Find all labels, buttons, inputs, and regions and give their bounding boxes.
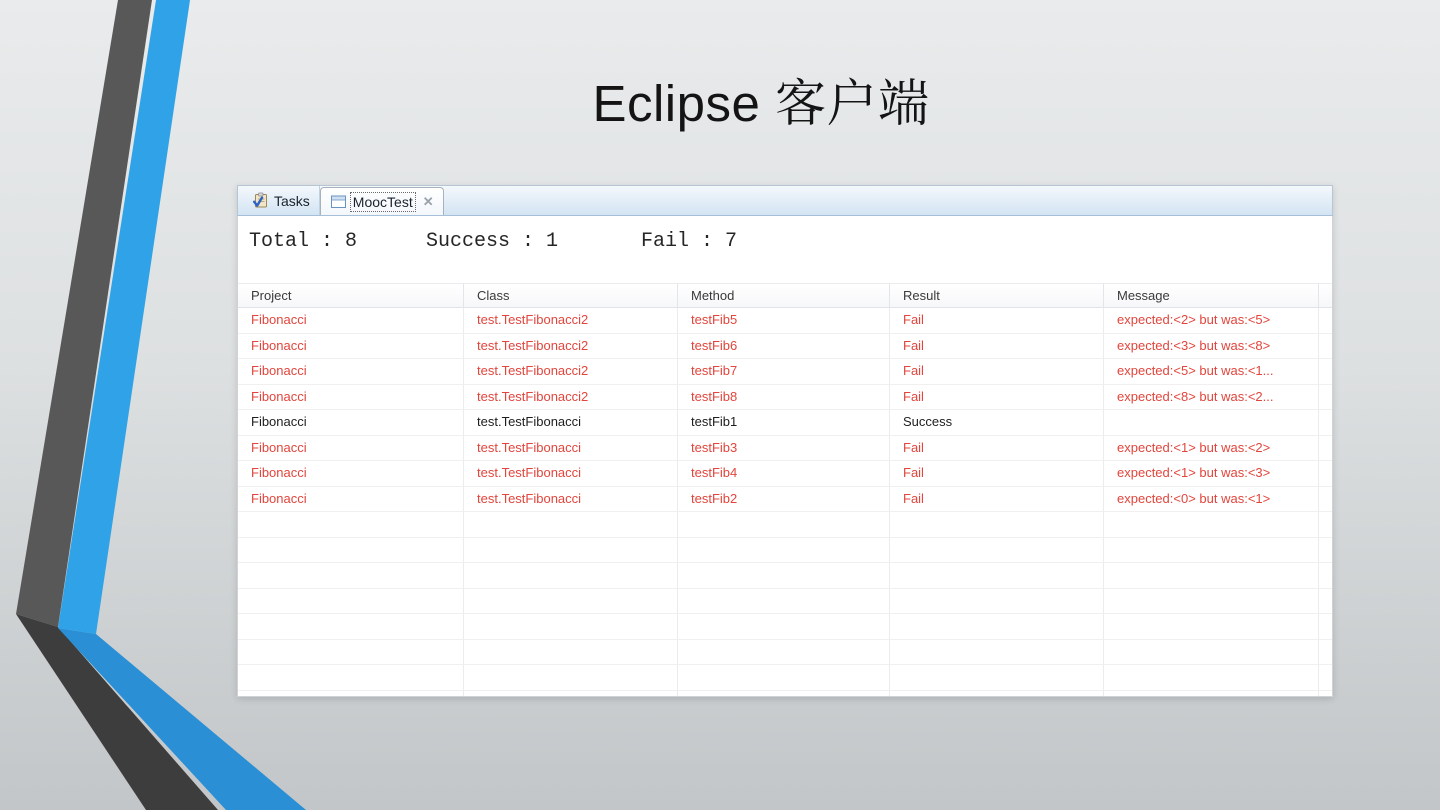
cell-empty (678, 512, 890, 537)
cell-empty (464, 563, 678, 588)
cell-class: test.TestFibonacci (464, 487, 678, 512)
cell-message: expected:<5> but was:<1... (1104, 359, 1319, 384)
cell-empty (464, 512, 678, 537)
table-row-empty (238, 589, 1332, 615)
cell-empty (890, 512, 1104, 537)
column-header-message[interactable]: Message (1104, 284, 1319, 308)
table-row-empty (238, 665, 1332, 691)
cell-empty (1104, 614, 1319, 639)
table-row[interactable] (238, 487, 1332, 513)
cell-method: testFib5 (678, 308, 890, 333)
cell-empty (238, 640, 464, 665)
cell-empty (678, 640, 890, 665)
cell-result: Fail (890, 359, 1104, 384)
cell-project: Fibonacci (238, 487, 464, 512)
cell-class: test.TestFibonacci (464, 461, 678, 486)
cell-empty (890, 589, 1104, 614)
cell-method: testFib7 (678, 359, 890, 384)
cell-message: expected:<1> but was:<3> (1104, 461, 1319, 486)
cell-result: Fail (890, 436, 1104, 461)
cell-empty (1319, 640, 1332, 665)
cell-empty (1104, 665, 1319, 690)
cell-empty (678, 538, 890, 563)
column-header-project[interactable]: Project (238, 284, 464, 308)
cell-class: test.TestFibonacci2 (464, 359, 678, 384)
cell-project: Fibonacci (238, 385, 464, 410)
column-header-method[interactable]: Method (678, 284, 890, 308)
cell-result: Fail (890, 308, 1104, 333)
close-icon[interactable]: ✕ (422, 194, 434, 209)
cell-empty (678, 665, 890, 690)
column-header-class[interactable]: Class (464, 284, 678, 308)
cell-empty (890, 691, 1104, 697)
table-row[interactable] (238, 410, 1332, 436)
cell-empty (1104, 640, 1319, 665)
tab-mooctest[interactable] (320, 187, 444, 215)
summary-success: Success : 1 (426, 230, 559, 253)
tasks-icon (252, 192, 269, 209)
table-row-empty (238, 691, 1332, 697)
cell-empty (464, 665, 678, 690)
cell-empty (890, 640, 1104, 665)
cell-empty (238, 512, 464, 537)
table-row-empty (238, 563, 1332, 589)
cell-empty (890, 563, 1104, 588)
table-row-empty (238, 640, 1332, 666)
cell-class: test.TestFibonacci (464, 410, 678, 435)
cell-empty (1319, 563, 1332, 588)
cell-result: Fail (890, 385, 1104, 410)
cell-message: expected:<0> but was:<1> (1104, 487, 1319, 512)
table-row[interactable] (238, 436, 1332, 462)
table-body (238, 308, 1332, 696)
cell-empty (678, 589, 890, 614)
cell-empty (1104, 589, 1319, 614)
cell-empty (464, 691, 678, 697)
cell-method: testFib1 (678, 410, 890, 435)
cell-empty (678, 691, 890, 697)
cell-empty (1319, 691, 1332, 697)
cell-result: Fail (890, 487, 1104, 512)
cell-method: testFib8 (678, 385, 890, 410)
cell-empty (464, 538, 678, 563)
tab-bar (237, 185, 1333, 216)
column-header-result[interactable]: Result (890, 284, 1104, 308)
cell-empty (464, 614, 678, 639)
cell-empty (238, 589, 464, 614)
summary-fail: Fail : 7 (641, 230, 738, 253)
cell-project: Fibonacci (238, 359, 464, 384)
table-row-empty (238, 614, 1332, 640)
cell-empty (1319, 665, 1332, 690)
cell-message: expected:<3> but was:<8> (1104, 334, 1319, 359)
cell-result: Fail (890, 461, 1104, 486)
cell-class: test.TestFibonacci (464, 436, 678, 461)
eclipse-results-panel (237, 185, 1333, 697)
cell-message (1104, 410, 1319, 435)
cell-empty (238, 665, 464, 690)
cell-empty (1319, 512, 1332, 537)
cell-empty (238, 614, 464, 639)
cell-empty (464, 589, 678, 614)
tab-tasks[interactable] (243, 186, 320, 215)
cell-empty (464, 640, 678, 665)
cell-empty (1319, 538, 1332, 563)
cell-empty (678, 563, 890, 588)
test-summary (238, 216, 1332, 283)
window-icon (330, 193, 347, 210)
cell-method: testFib6 (678, 334, 890, 359)
cell-empty (678, 614, 890, 639)
cell-project: Fibonacci (238, 334, 464, 359)
cell-project: Fibonacci (238, 461, 464, 486)
cell-empty (238, 563, 464, 588)
cell-message: expected:<2> but was:<5> (1104, 308, 1319, 333)
cell-message: expected:<1> but was:<2> (1104, 436, 1319, 461)
summary-total: Total : 8 (249, 230, 358, 253)
table-row[interactable] (238, 359, 1332, 385)
tab-label: Tasks (274, 192, 310, 209)
cell-empty (890, 614, 1104, 639)
cell-empty (238, 691, 464, 697)
table-row[interactable] (238, 308, 1332, 334)
table-row[interactable] (238, 461, 1332, 487)
table-row[interactable] (238, 385, 1332, 411)
cell-empty (1319, 589, 1332, 614)
cell-class: test.TestFibonacci2 (464, 308, 678, 333)
cell-class: test.TestFibonacci2 (464, 334, 678, 359)
cell-project: Fibonacci (238, 308, 464, 333)
cell-project: Fibonacci (238, 410, 464, 435)
cell-empty (1104, 512, 1319, 537)
table-header-row (238, 283, 1332, 308)
table-row-empty (238, 512, 1332, 538)
cell-empty (890, 665, 1104, 690)
cell-result: Fail (890, 334, 1104, 359)
cell-project: Fibonacci (238, 436, 464, 461)
cell-message: expected:<8> but was:<2... (1104, 385, 1319, 410)
cell-empty (1104, 691, 1319, 697)
tab-label: MoocTest (352, 193, 413, 210)
results-table (238, 283, 1332, 696)
cell-empty (1319, 614, 1332, 639)
column-header-spacer (1319, 284, 1332, 308)
cell-result: Success (890, 410, 1104, 435)
slide-title: Eclipse 客户端 (592, 75, 930, 132)
table-row-empty (238, 538, 1332, 564)
cell-method: testFib2 (678, 487, 890, 512)
cell-empty (890, 538, 1104, 563)
table-row[interactable] (238, 334, 1332, 360)
cell-empty (1104, 538, 1319, 563)
cell-method: testFib4 (678, 461, 890, 486)
cell-method: testFib3 (678, 436, 890, 461)
cell-empty (238, 538, 464, 563)
cell-class: test.TestFibonacci2 (464, 385, 678, 410)
cell-empty (1104, 563, 1319, 588)
